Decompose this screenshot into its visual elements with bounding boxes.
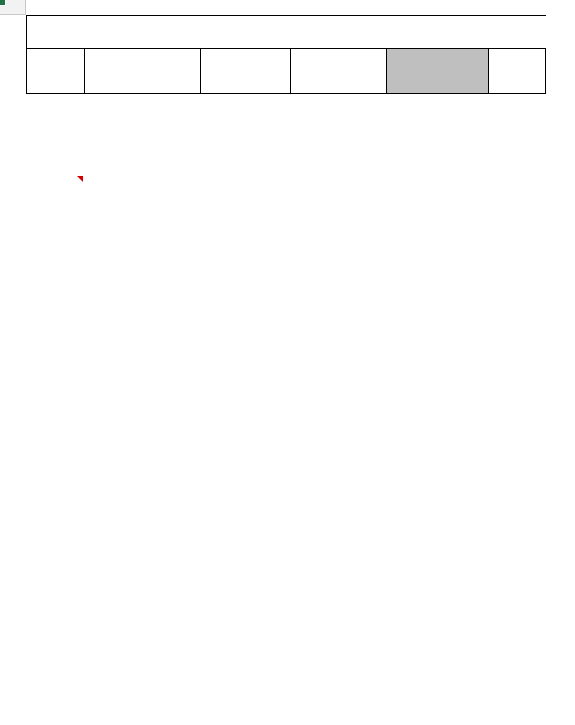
data-table xyxy=(26,15,546,94)
header-spacing xyxy=(85,49,201,94)
header-design-mpa xyxy=(291,49,387,94)
header-actual xyxy=(489,49,546,94)
select-all-corner[interactable] xyxy=(0,0,26,15)
page-title xyxy=(27,16,546,49)
header-converted xyxy=(387,49,489,94)
spreadsheet-grid[interactable] xyxy=(26,15,546,94)
header-id xyxy=(27,49,85,94)
comment-indicator-icon[interactable] xyxy=(77,176,83,182)
header-design-kn xyxy=(201,49,291,94)
